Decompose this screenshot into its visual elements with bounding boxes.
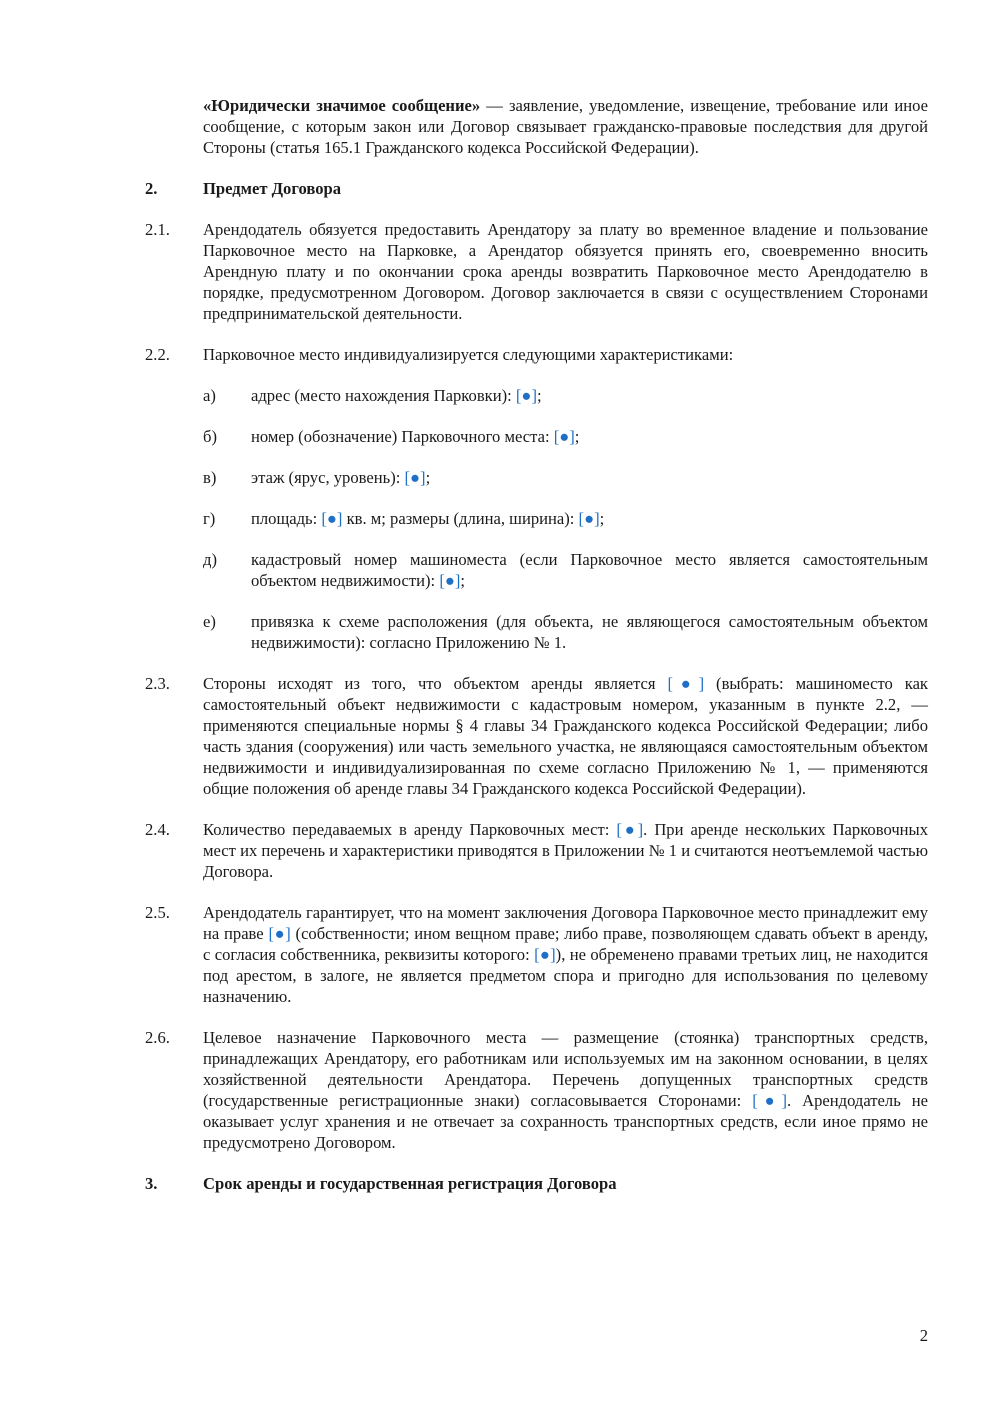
text-part: . Арендодатель не оказывает услуг хранения и не отвечает за сохранность транспортных средств, если иное прямо не предусмотрено Договором.	[203, 1091, 929, 1152]
subclause-letter: д)	[203, 550, 217, 569]
placeholder-marker: [●]	[321, 509, 343, 528]
text-part: ;	[536, 386, 542, 405]
subclause-text	[251, 549, 928, 591]
placeholder-marker: [●]	[439, 571, 461, 590]
subclause-letter: е)	[203, 612, 216, 631]
clause-number: 2.2.	[145, 345, 170, 364]
subclause-a	[203, 385, 928, 406]
clause-number: 2.4.	[145, 820, 170, 839]
text-part: Целевое назначение Парковочного места — размещение (стоянка) транспортных средств, принадлежащих Арендатору, его работникам или используемых им на законном основании, в целях хозяйственной деятельности Арендатора. Перечень допущенных транспортных средств (государственные регистрационные знаки) согласовывается Сторонами:	[203, 1028, 928, 1110]
subclause-letter: г)	[203, 509, 216, 528]
clause-2-2	[145, 344, 928, 365]
subclause-d	[203, 549, 928, 591]
clause-text	[203, 1027, 928, 1153]
placeholder-marker: [●]	[578, 509, 600, 528]
placeholder-marker: [●]	[268, 924, 291, 943]
text-part: Арендодатель гарантирует, что на момент заключения Договора Парковочное место принадлежит ему на праве	[203, 903, 928, 943]
text-part: кв. м; размеры (длина, ширина):	[342, 509, 579, 528]
text-part: ;	[599, 509, 605, 528]
section-heading-3	[145, 1173, 928, 1194]
subclause-text	[251, 385, 928, 406]
subclause-v	[203, 467, 928, 488]
text-part: ;	[574, 427, 580, 446]
clause-2-4	[145, 819, 928, 882]
placeholder-marker: [●]	[534, 945, 556, 964]
placeholder-marker: [●]	[515, 386, 537, 405]
clause-number: 2.1.	[145, 220, 170, 239]
clause-number: 2.5.	[145, 903, 170, 922]
placeholder-marker: [●]	[616, 820, 644, 839]
section-number: 3.	[145, 1174, 158, 1193]
text-part: площадь:	[251, 509, 322, 528]
clause-2-1	[145, 219, 928, 324]
clause-number: 2.6.	[145, 1028, 170, 1047]
text-part: этаж (ярус, уровень):	[251, 468, 405, 487]
subclause-b	[203, 426, 928, 447]
definition-text: — заявление, уведомление, извещение, требование или иное сообщение, с которым закон или Договор связывает гражданско-правовые последствия для другой Стороны (статья 165.1 Гражданского кодекса Российской Федерации).	[203, 96, 928, 157]
section-title: Предмет Договора	[203, 179, 342, 198]
subclause-letter: а)	[203, 386, 216, 405]
text-part: ;	[425, 468, 431, 487]
clause-text: Парковочное место индивидуализируется следующими характеристиками:	[203, 345, 734, 364]
section-number: 2.	[145, 179, 158, 198]
clause-text	[203, 819, 928, 882]
placeholder-marker: [●]	[752, 1091, 787, 1110]
placeholder-marker: [●]	[404, 468, 426, 487]
subclause-letter: в)	[203, 468, 217, 487]
text-part: номер (обозначение) Парковочного места:	[251, 427, 554, 446]
text-part: (собственности; ином вещном праве; либо праве, позволяющем сдавать объект в аренду, с согласия собственника, реквизиты которого:	[203, 924, 928, 964]
text-part: ), не обременено правами третьих лиц, не находится под арестом, в залоге, не является предметом спора и пригодно для использования по целевому назначению.	[203, 945, 929, 1006]
section-title: Срок аренды и государственная регистрация Договора	[203, 1174, 617, 1193]
clause-text: Арендодатель обязуется предоставить Арендатору за плату во временное владение и пользование Парковочное место на Парковке, а Арендатор обязуется принять его, своевременно вносить Арендную плату и по окончании срока аренды возвратить Парковочное место Арендодателю в порядке, предусмотренном Договором. Договор заключается в связи с осуществлением Сторонами предпринимательской деятельности.	[203, 220, 928, 323]
text-part: (выбрать: машиноместо как самостоятельный объект недвижимости с кадастровым номером, указанным в пункте 2.2, — применяются специальные нормы § 4 главы 34 Гражданского кодекса Российской Федерации; либо часть здания (сооружения) или часть земельного участка, не являющаяся самостоятельным объектом недвижимости и индивидуализированная по схеме согласно Приложению № 1, — применяются общие положения об аренде главы 34 Гражданского кодекса Российской Федерации).	[203, 674, 928, 798]
clause-text	[203, 673, 928, 799]
placeholder-marker: [●]	[553, 427, 575, 446]
section-heading-2	[145, 178, 928, 199]
clause-2-6	[145, 1027, 928, 1153]
definition-paragraph	[203, 95, 928, 158]
clause-number: 2.3.	[145, 674, 170, 693]
text-part: . При аренде нескольких Парковочных мест их перечень и характеристики приводятся в Приложении № 1 и считаются неотъемлемой частью Договора.	[203, 820, 928, 881]
text-part: Количество передаваемых в аренду Парковочных мест:	[203, 820, 617, 839]
subclause-e	[203, 611, 928, 653]
subclause-text: привязка к схеме расположения (для объекта, не являющегося самостоятельным объектом недвижимости): согласно Приложению № 1.	[251, 612, 928, 652]
subclause-text	[251, 467, 928, 488]
clause-2-3	[145, 673, 928, 799]
subclause-g	[203, 508, 928, 529]
subclause-text	[251, 508, 928, 529]
placeholder-marker: [●]	[667, 674, 705, 693]
clause-text	[203, 902, 928, 1007]
text-part: ;	[460, 571, 466, 590]
text-part: адрес (место нахождения Парковки):	[251, 386, 516, 405]
subclause-text	[251, 426, 928, 447]
subclause-letter: б)	[203, 427, 217, 446]
clause-2-5	[145, 902, 928, 1007]
text-part: кадастровый номер машиноместа (если Парковочное место является самостоятельным объектом недвижимости):	[251, 550, 928, 590]
definition-term: «Юридически значимое сообщение»	[203, 96, 481, 115]
page-number: 2	[919, 1326, 928, 1345]
text-part: Стороны исходят из того, что объектом аренды является	[203, 674, 668, 693]
page-content	[145, 95, 928, 1214]
